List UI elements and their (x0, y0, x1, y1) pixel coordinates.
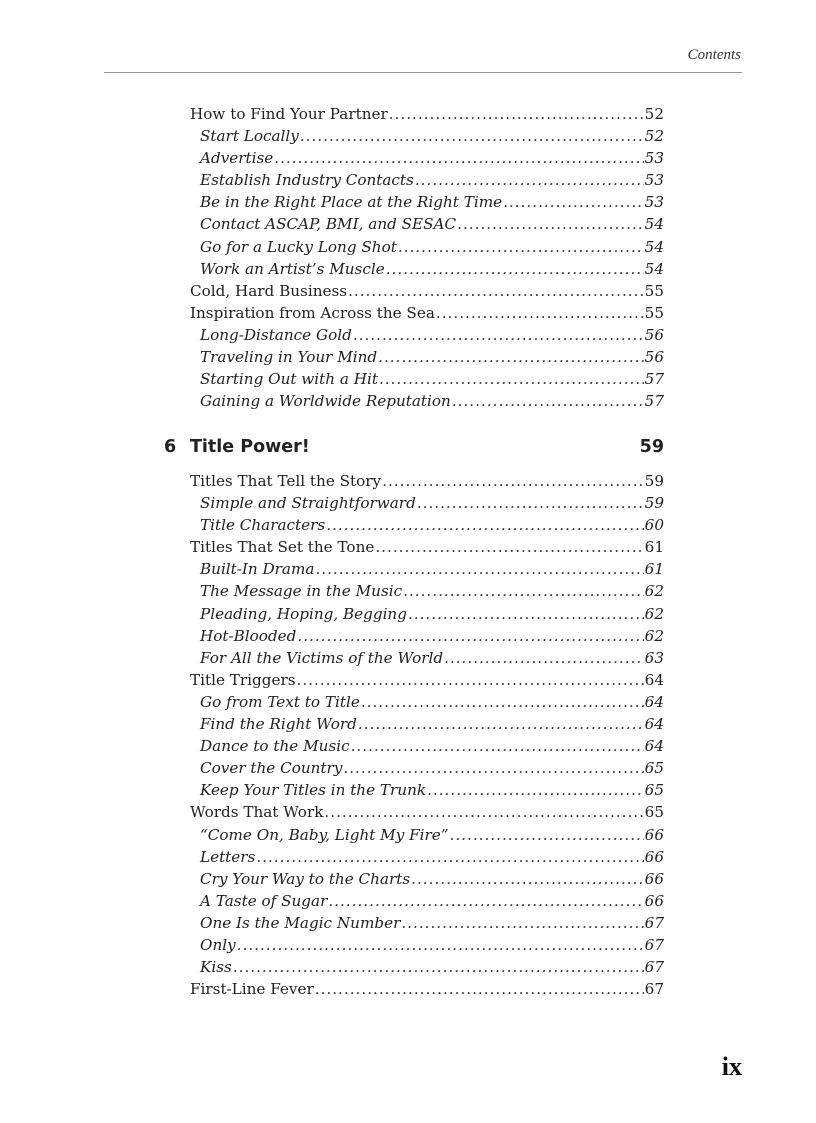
toc-entry-page: 59 (644, 494, 664, 513)
toc-entry[interactable] (190, 801, 664, 823)
toc-entry-page: 54 (644, 215, 664, 234)
toc-entry-page: 56 (644, 348, 664, 367)
toc-entry-page: 60 (644, 516, 664, 535)
dot-leader (361, 691, 644, 713)
dot-leader (343, 757, 643, 779)
toc-entry-label: One Is the Magic Number (200, 913, 401, 932)
dot-leader (297, 669, 644, 691)
toc-subentry[interactable] (190, 890, 664, 912)
chapter-number: 6 (164, 437, 177, 457)
toc-subentry[interactable] (190, 368, 664, 390)
toc-entry-page: 66 (644, 869, 664, 888)
toc-entry-page: 64 (644, 715, 664, 734)
toc-entry-label: Inspiration from Across the Sea (190, 303, 435, 322)
dot-leader (382, 470, 644, 492)
toc-entry-page: 62 (644, 582, 664, 601)
toc-subentry[interactable] (190, 390, 664, 412)
dot-leader (408, 603, 644, 625)
toc-entry[interactable] (190, 470, 664, 492)
dot-leader (503, 191, 644, 213)
toc-entry-page: 55 (644, 281, 664, 300)
toc-entry-label: Start Locally (200, 127, 299, 146)
toc-subentry[interactable] (190, 492, 664, 514)
toc-entry[interactable] (190, 978, 664, 1000)
toc-entry-label: Starting Out with a Hit (200, 370, 378, 389)
toc-entry-label: Title Triggers (190, 670, 296, 689)
dot-leader (411, 868, 644, 890)
toc-entry-page: 67 (644, 935, 664, 954)
dot-leader (300, 125, 644, 147)
toc-entry-label: Only (200, 935, 236, 954)
dot-leader (436, 302, 644, 324)
toc-entry-label: Establish Industry Contacts (200, 171, 414, 190)
toc-entry-page: 64 (644, 692, 664, 711)
toc-entry-label: “Come On, Baby, Light My Fire” (200, 825, 449, 844)
toc-entry-label: Simple and Straightforward (200, 494, 416, 513)
toc-entry-label: A Taste of Sugar (200, 891, 328, 910)
toc-subentry[interactable] (190, 691, 664, 713)
dot-leader (315, 558, 643, 580)
toc-entry-page: 54 (644, 259, 664, 278)
toc-subentry[interactable] (190, 580, 664, 602)
toc-entry-label: Kiss (200, 958, 232, 977)
toc-entry-label: Find the Right Word (200, 715, 357, 734)
dot-leader (415, 169, 644, 191)
toc-section-a (190, 103, 664, 412)
dot-leader (452, 390, 644, 412)
toc-entry-label: Work an Artist’s Muscle (200, 259, 385, 278)
dot-leader (315, 978, 644, 1000)
toc-entry[interactable] (190, 536, 664, 558)
toc-entry-label: Gaining a Worldwide Reputation (200, 392, 451, 411)
toc-entry-label: Cold, Hard Business (190, 281, 348, 300)
toc-subentry[interactable] (190, 846, 664, 868)
dot-leader (297, 625, 643, 647)
chapter-page: 59 (639, 437, 664, 457)
toc-subentry[interactable] (190, 191, 664, 213)
toc-entry-label: The Message in the Music (200, 582, 403, 601)
dot-leader (233, 956, 644, 978)
toc-entry-page: 54 (644, 237, 664, 256)
toc-entry-label: Titles That Set the Tone (190, 538, 375, 557)
toc-entry-label: Cry Your Way to the Charts (200, 869, 411, 888)
dot-leader (401, 912, 643, 934)
toc-entry-label: Titles That Tell the Story (190, 472, 382, 490)
dot-leader (351, 735, 644, 757)
toc-entry-page: 67 (644, 958, 664, 977)
toc-subentry[interactable] (190, 147, 664, 169)
toc-entry[interactable] (190, 280, 664, 302)
toc-entry-label: Title Characters (200, 516, 326, 535)
toc-entry-page: 56 (644, 325, 664, 344)
toc-entry-label: Be in the Right Place at the Right Time (200, 193, 503, 212)
toc-subentry[interactable] (190, 258, 664, 280)
dot-leader (353, 324, 644, 346)
toc-entry-label: Letters (200, 847, 256, 866)
toc-subentry[interactable] (190, 868, 664, 890)
toc-entry-label: Dance to the Music (200, 737, 350, 756)
chapter-title: Title Power! (190, 437, 310, 457)
toc-subentry[interactable] (190, 346, 664, 368)
dot-leader (389, 103, 644, 125)
toc-entry-page: 62 (644, 604, 664, 623)
toc-entry-label: Pleading, Hoping, Begging (200, 604, 407, 623)
toc-entry-label: Advertise (200, 149, 274, 168)
toc-subentry[interactable] (190, 779, 664, 801)
toc-entry-page: 57 (644, 392, 664, 411)
toc-entry-page: 64 (644, 737, 664, 756)
toc-entry-label: For All the Victims of the World (200, 648, 444, 667)
toc-entry-label: How to Find Your Partner (190, 105, 388, 123)
dot-leader (398, 236, 644, 258)
toc-subentry[interactable] (190, 934, 664, 956)
toc-entry-page: 57 (644, 370, 664, 389)
header-rule (104, 72, 742, 73)
toc-entry-label: Built-In Drama (200, 560, 315, 579)
toc-subentry[interactable] (190, 757, 664, 779)
chapter-heading[interactable] (164, 437, 664, 457)
toc-entry-label: Traveling in Your Mind (200, 348, 378, 367)
toc-entry-page: 67 (644, 913, 664, 932)
page-number: ix (721, 1052, 742, 1081)
dot-leader (348, 280, 644, 302)
toc-subentry[interactable] (190, 625, 664, 647)
toc-subentry[interactable] (190, 324, 664, 346)
toc-entry-page: 53 (644, 193, 664, 212)
dot-leader (427, 779, 644, 801)
toc-subentry[interactable] (190, 735, 664, 757)
dot-leader (379, 368, 644, 390)
toc-entry-label: Long-Distance Gold (200, 325, 352, 344)
toc-subentry[interactable] (190, 824, 664, 846)
toc-entry-page: 65 (644, 803, 664, 822)
dot-leader (417, 492, 644, 514)
toc-entry-page: 66 (644, 825, 664, 844)
dot-leader (457, 213, 644, 235)
dot-leader (274, 147, 643, 169)
dot-leader (256, 846, 643, 868)
toc-entry-label: Keep Your Titles in the Trunk (200, 781, 427, 800)
dot-leader (375, 536, 643, 558)
toc-subentry[interactable] (190, 956, 664, 978)
toc-entry-label: Go from Text to Title (200, 692, 360, 711)
dot-leader (326, 514, 643, 536)
dot-leader (386, 258, 644, 280)
toc-section-b (190, 470, 664, 1000)
toc-subentry[interactable] (190, 169, 664, 191)
toc-entry-page: 61 (644, 538, 664, 557)
dot-leader (328, 890, 643, 912)
dot-leader (378, 346, 644, 368)
toc-subentry[interactable] (190, 236, 664, 258)
toc-entry-page: 59 (644, 472, 664, 490)
toc-subentry[interactable] (190, 647, 664, 669)
toc-subentry[interactable] (190, 514, 664, 536)
toc-entry-page: 66 (644, 847, 664, 866)
toc-entry-page: 53 (644, 149, 664, 168)
toc-entry-page: 53 (644, 171, 664, 190)
toc-subentry[interactable] (190, 912, 664, 934)
toc-entry-label: First-Line Fever (190, 980, 314, 999)
toc-entry[interactable] (190, 669, 664, 691)
toc-entry-page: 55 (644, 303, 664, 322)
toc-entry-page: 52 (644, 127, 664, 146)
dot-leader (444, 647, 644, 669)
toc-entry-page: 66 (644, 891, 664, 910)
toc-entry-label: Contact ASCAP, BMI, and SESAC (200, 215, 457, 234)
toc-entry-page: 64 (644, 670, 664, 689)
toc-entry-label: Go for a Lucky Long Shot (200, 237, 397, 256)
toc-subentry[interactable] (190, 558, 664, 580)
dot-leader (324, 801, 643, 823)
toc-entry-page: 63 (644, 648, 664, 667)
toc-entry-page: 52 (644, 105, 664, 123)
toc-entry-label: Hot-Blooded (200, 626, 297, 645)
toc-entry-page: 61 (644, 560, 664, 579)
toc-entry-page: 62 (644, 626, 664, 645)
toc-subentry[interactable] (190, 213, 664, 235)
toc-subentry[interactable] (190, 603, 664, 625)
toc-entry[interactable] (190, 302, 664, 324)
dot-leader (358, 713, 644, 735)
toc-entry-page: 65 (644, 759, 664, 778)
dot-leader (237, 934, 644, 956)
toc-entry[interactable] (190, 103, 664, 125)
toc-subentry[interactable] (190, 125, 664, 147)
toc-subentry[interactable] (190, 713, 664, 735)
toc-entry-label: Words That Work (190, 803, 324, 822)
toc-entry-page: 67 (644, 980, 664, 999)
toc-entry-page: 65 (644, 781, 664, 800)
toc-entry-label: Cover the Country (200, 759, 343, 778)
dot-leader (450, 824, 644, 846)
dot-leader (403, 580, 644, 602)
running-header: Contents (687, 47, 741, 63)
